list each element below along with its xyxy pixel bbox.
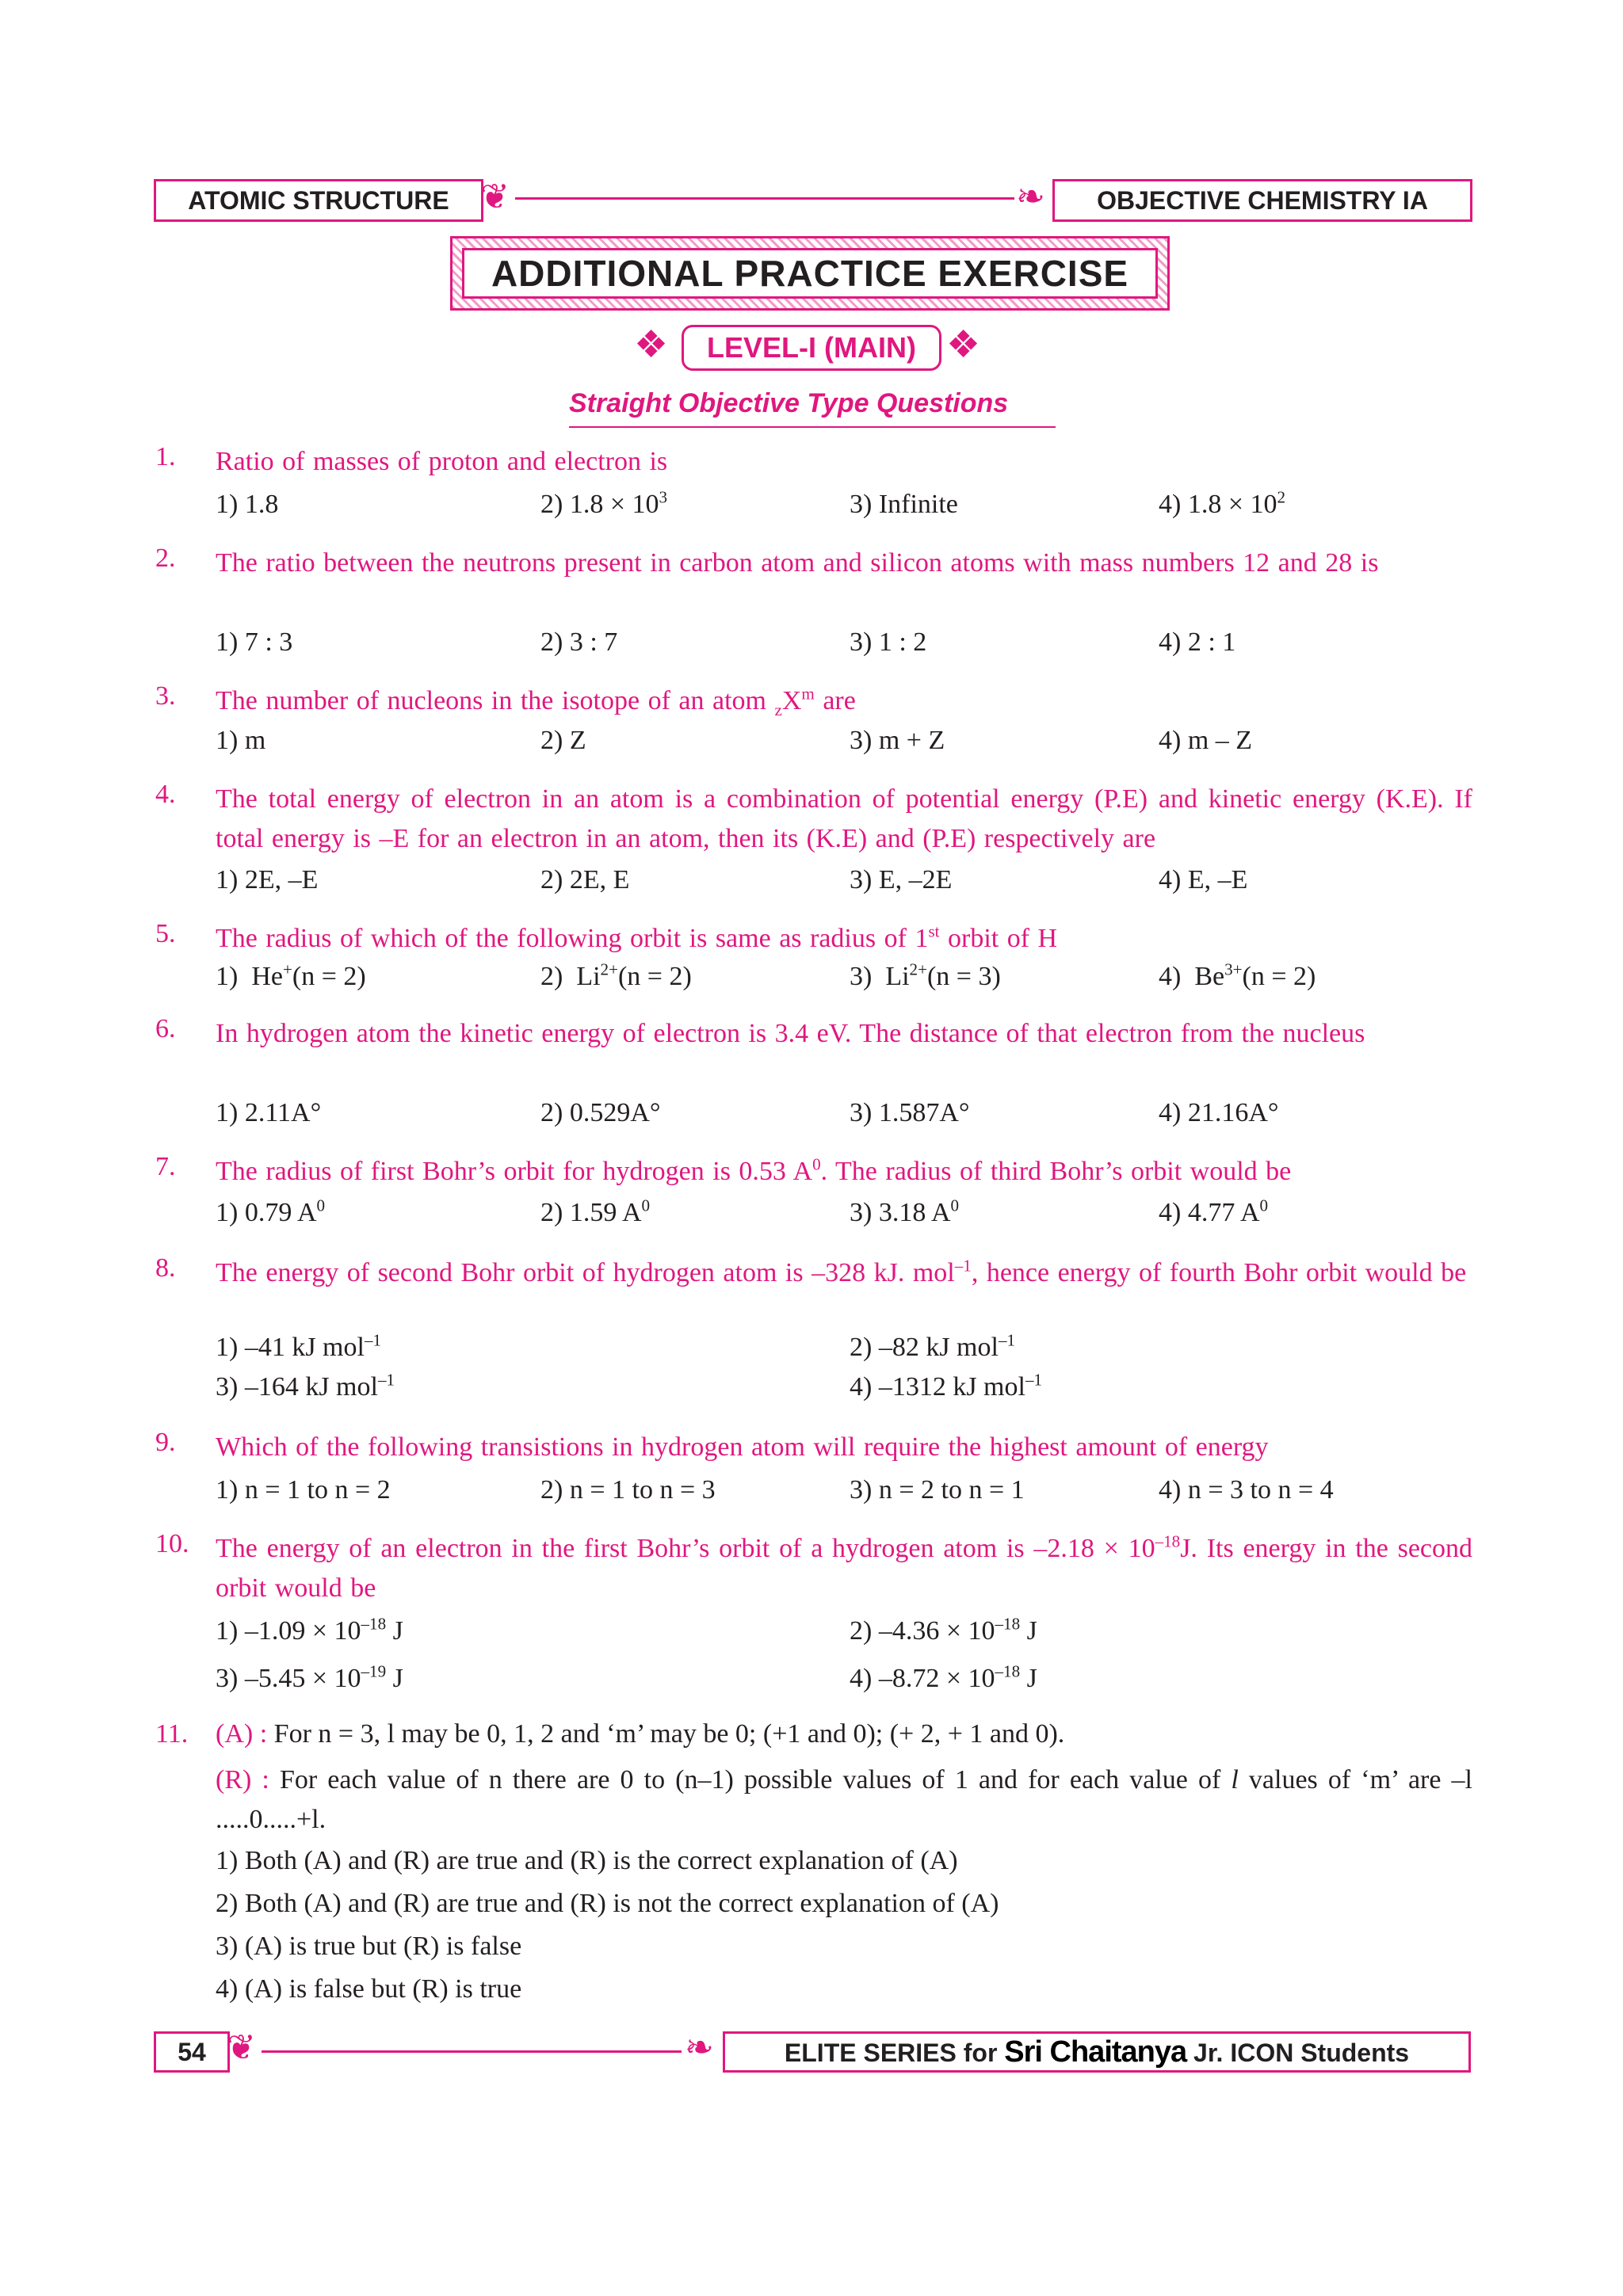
option: 4) (A) is false but (R) is true xyxy=(216,1974,522,2004)
option: 4) 21.16A° xyxy=(1159,1098,1279,1127)
option: 1) –41 kJ mol$^{-1}$ xyxy=(216,1330,382,1362)
page-number: 54 xyxy=(154,2031,230,2073)
question-text: The total energy of electron in an atom is a combination of potential energy (P.E) and kinetic energy (K.E). If total energy is –E for an electron in an atom, then its (K.E) and (P.E) respectively are xyxy=(216,784,1472,853)
option: 1) He+(n = 2) xyxy=(216,959,366,991)
question-text: The energy of second Bohr orbit of hydrogen atom is –328 kJ. mol$^{-1}$, hence energy of fourth Bohr orbit would be xyxy=(216,1256,1467,1287)
header-left-label: ATOMIC STRUCTURE xyxy=(154,179,483,222)
ornament-icon: ❧ xyxy=(1016,177,1045,216)
option: 1) 7 : 3 xyxy=(216,627,293,657)
option: 1) n = 1 to n = 2 xyxy=(216,1475,391,1505)
option: 1) 2.11A° xyxy=(216,1098,322,1127)
option: 4) –1312 kJ mol$^{-1}$ xyxy=(850,1370,1043,1402)
option: 3) $Li^{2+}(n = 3)$ xyxy=(850,959,1001,991)
question-number: 8. xyxy=(155,1253,176,1283)
option: 2) n = 1 to n = 3 xyxy=(540,1475,716,1505)
question-number: 10. xyxy=(155,1529,189,1558)
option: 2) 2E, E xyxy=(540,865,630,894)
question-number: 5. xyxy=(155,919,176,948)
reason: (R) : For each value of n there are 0 to (n–1) possible values of 1 and for each value of l values of ‘m’ are –l .....0.....+l. xyxy=(216,1765,1472,1834)
option: 4) 2 : 1 xyxy=(1159,627,1236,657)
question-number: 4. xyxy=(155,780,176,809)
option: 3) 1.587A° xyxy=(850,1098,970,1127)
option: 4) E, –E xyxy=(1159,865,1248,894)
option: 2) $1.8 \times 10^3$ xyxy=(540,487,668,519)
option: 1) 0.79 $A^0$ xyxy=(216,1196,326,1227)
option: 2) 3 : 7 xyxy=(540,627,618,657)
question-text: The number of nucleons in the isotope of an atom $_zX^m$ are xyxy=(216,684,856,719)
assertion: (A) : For n = 3, l may be 0, 1, 2 and ‘m’ may be 0; (+1 and 0); (+ 2, + 1 and 0). xyxy=(216,1719,1065,1749)
brand-name: Sri Chaitanya xyxy=(1004,2035,1187,2069)
ornament-icon: ❦ xyxy=(480,177,510,216)
ornament-icon: ❦ xyxy=(227,2028,256,2067)
title-frame xyxy=(450,236,1170,311)
question-text: In hydrogen atom the kinetic energy of electron is 3.4 eV. The distance of that electron from the nucleus xyxy=(216,1019,1365,1048)
option: 2) 1.59 $A^0$ xyxy=(540,1196,651,1227)
option: 3) n = 2 to n = 1 xyxy=(850,1475,1025,1505)
option: 2) $-4.36 \times 10^{-18}$ J xyxy=(850,1614,1037,1646)
option: 1) Both (A) and (R) are true and (R) is the correct explanation of (A) xyxy=(216,1846,958,1875)
question-text: Which of the following transistions in hydrogen atom will require the highest amount of energy xyxy=(216,1432,1269,1462)
option: 1) $-1.09 \times 10^{-18}$ J xyxy=(216,1614,403,1646)
option: 3) E, –2E xyxy=(850,865,953,894)
option: 3) Infinite xyxy=(850,490,958,519)
diamond-ornament-icon: ❖ xyxy=(946,324,981,366)
option: 1) 2E, –E xyxy=(216,865,319,894)
footer-rule xyxy=(262,2050,682,2053)
question-number: 2. xyxy=(155,543,176,573)
option: 2) Both (A) and (R) are true and (R) is not the correct explanation of (A) xyxy=(216,1889,999,1918)
footer-series-label: ELITE SERIES for Sri Chaitanya Jr. ICON Students xyxy=(723,2031,1471,2073)
option: 1) 1.8 xyxy=(216,490,279,519)
option: 4) m – Z xyxy=(1159,726,1253,755)
question-number: 3. xyxy=(155,681,176,711)
question-number: 11. xyxy=(155,1719,189,1749)
option: 4) n = 3 to n = 4 xyxy=(1159,1475,1334,1505)
question-text: The radius of first Bohr’s orbit for hydrogen is 0.53 $A^0$. The radius of third Bohr’s orbit would be xyxy=(216,1154,1292,1186)
option: 3) m + Z xyxy=(850,726,945,755)
question-text: The radius of which of the following orbit is same as radius of 1st orbit of H xyxy=(216,921,1058,953)
question-number: 6. xyxy=(155,1014,176,1043)
header-rule xyxy=(515,197,1014,200)
question-number: 1. xyxy=(155,442,176,471)
question-number: 9. xyxy=(155,1428,176,1457)
ornament-icon: ❧ xyxy=(685,2028,714,2067)
option: 3) (A) is true but (R) is false xyxy=(216,1932,522,1961)
option: 3) 3.18 $A^0$ xyxy=(850,1196,960,1227)
header-right-label: OBJECTIVE CHEMISTRY IA xyxy=(1052,179,1472,222)
question-text: Ratio of masses of proton and electron is xyxy=(216,447,668,476)
option: 3) $-5.45 \times 10^{-19}$ J xyxy=(216,1661,403,1693)
option: 4) $1.8 \times 10^2$ xyxy=(1159,487,1286,519)
page-title: ADDITIONAL PRACTICE EXERCISE xyxy=(462,248,1158,299)
option: 4) $Be^{3+}(n = 2)$ xyxy=(1159,959,1316,991)
option: 4) 4.77 $A^0$ xyxy=(1159,1196,1269,1227)
option: 4) $-8.72 \times 10^{-18}$ J xyxy=(850,1661,1037,1693)
option: 2) –82 kJ mol$^{-1}$ xyxy=(850,1330,1016,1362)
option: 3) –164 kJ mol$^{-1}$ xyxy=(216,1370,395,1402)
section-heading: Straight Objective Type Questions xyxy=(569,388,1009,418)
section-underline xyxy=(569,426,1056,428)
option: 2) $Li^{2+}(n = 2)$ xyxy=(540,959,692,991)
question-text: The energy of an electron in the first Bohr’s orbit of a hydrogen atom is $-2.18 \times 10^{-18}J$. Its energy in the second orbit would be xyxy=(216,1531,1472,1603)
option: 2) Z xyxy=(540,726,586,755)
question-number: 7. xyxy=(155,1152,176,1181)
question-text: The ratio between the neutrons present in carbon atom and silicon atoms with mass numbers 12 and 28 is xyxy=(216,548,1379,578)
option: 2) 0.529A° xyxy=(540,1098,661,1127)
option: 1) m xyxy=(216,726,266,755)
diamond-ornament-icon: ❖ xyxy=(634,324,669,366)
option: 3) 1 : 2 xyxy=(850,627,927,657)
level-badge: LEVEL-I (MAIN) xyxy=(682,325,941,371)
